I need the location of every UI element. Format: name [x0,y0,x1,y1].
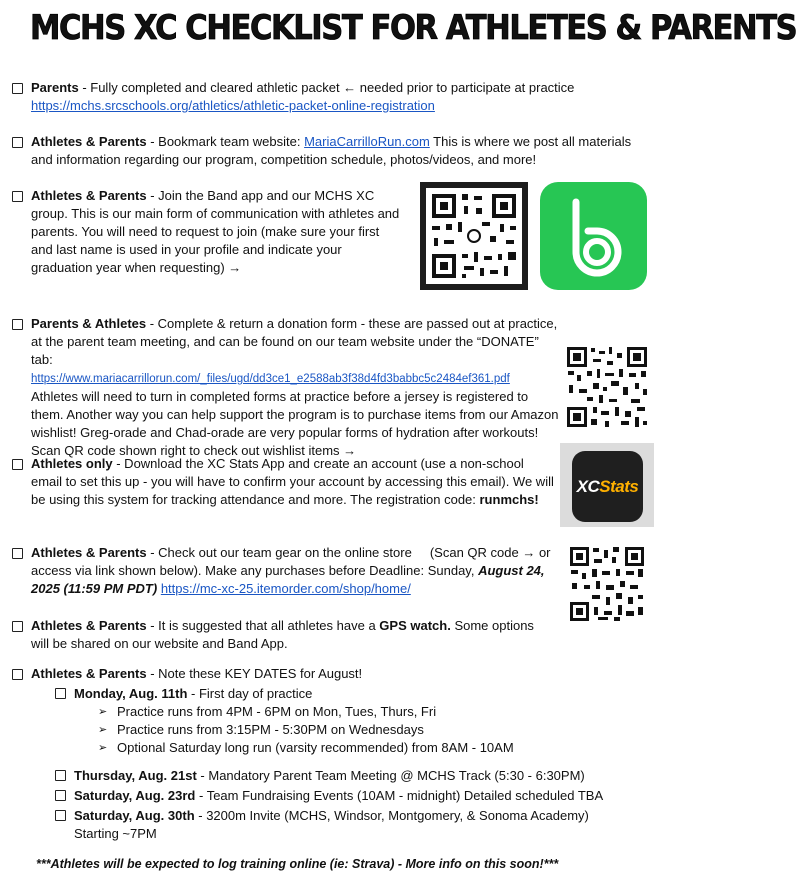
page-title: MCHS XC CHECKLIST FOR ATHLETES & PARENTS [30,8,796,48]
checkbox[interactable] [12,548,23,559]
date-item: Saturday, Aug. 30th - 3200m Invite (MCHS, Windsor, Montgomery, & Sonoma Academy) Starting ~7PM [55,807,595,843]
checklist-item-xc-stats: Athletes only - Download the XC Stats App and create an account (use a non-school email to set this up - you will have to confirm your account by accessing this email). We will be using this system for tracking attendance and more. The registration code: runmchs! [12,455,557,509]
donation-form-link[interactable]: https://www.mariacarrillorun.com/_files/ugd/dd3ce1_e2588ab3f38d4fd3babbc5c2484ef361.pdf [31,373,510,385]
arrow-bullet-icon: ➢ [98,706,108,718]
checklist-item-bookmark: Athletes & Parents - Bookmark team website: MariaCarrilloRun.com This is where we post all materials and information regarding our program, competition schedule, photos/videos, and more! [12,133,642,169]
checkbox[interactable] [55,790,66,801]
checkbox[interactable] [12,83,23,94]
checklist-item-team-gear: Athletes & Parents - Check out our team gear on the online store (Scan QR code → or access via link shown below). Make any purchases before Deadline: Sunday, August 24, 2025 (11:59 PM PDT) https://mc-xc-25.itemorder.com/shop/home/ [12,544,552,598]
band-app-icon [540,182,647,290]
practice-bullet: ➢ Practice runs from 3:15PM - 5:30PM on Wednesdays [98,722,424,737]
wishlist-qr-code [565,345,649,429]
xc-stats-app-icon: XC Stats [560,443,654,527]
team-website-link[interactable]: MariaCarrilloRun.com [304,134,430,149]
checkbox[interactable] [12,669,23,680]
practice-bullet: ➢ Practice runs from 4PM - 6PM on Mon, Tues, Thurs, Fri [98,704,437,719]
team-store-qr-code [568,545,646,623]
checkbox[interactable] [55,688,66,699]
team-store-link[interactable]: https://mc-xc-25.itemorder.com/shop/home/ [160,581,411,596]
footer-note: ***Athletes will be expected to log training online (ie: Strava) - More info on this soon!*** [36,857,559,871]
checklist-item-band-app: Athletes & Parents - Join the Band app and our MCHS XC group. This is our main form of communication with athletes and parents. You will need to request to join (make sure your first and last name is used in your profile and indicate your graduation year when requesting) → [12,187,404,277]
arrow-bullet-icon: ➢ [98,742,108,754]
checkbox[interactable] [12,621,23,632]
date-item: Thursday, Aug. 21st - Mandatory Parent Team Meeting @ MCHS Track (5:30 - 6:30PM) [55,767,642,785]
checkbox[interactable] [12,319,23,330]
checkbox[interactable] [12,191,23,202]
checklist-item-donation: Parents & Athletes - Complete & return a donation form - these are passed out at practice, at the parent team meeting, and can be found on our team website under the “DONATE” tab: https://www.mariacarrillorun.com/_files/ugd/dd3ce1_e2588ab3f38d4fd3babbc5c2484ef361.pdf Athletes will need to turn in completed forms at practice before a jersey is registered to them. Another way you can help support the program is to purchase items from our Amazon wishlist! Greg-orade and Chad-orade are very popular forms of hydration after workouts! Scan QR code shown right to check out wishlist items → [12,315,612,460]
checkbox[interactable] [12,137,23,148]
checkbox[interactable] [55,770,66,781]
checkbox[interactable] [12,459,23,470]
checkbox[interactable] [55,810,66,821]
checklist-item-key-dates: Athletes & Parents - Note these KEY DATES for August! Monday, Aug. 11th - First day of practice ➢ Practice runs from 4PM - 6PM on Mon, Tues, Thurs, Fri ➢ Practice runs from 3:15PM - 5:30PM on Wednesdays ➢ Optional Saturday long run (varsity recommended) from 8AM - 10AM Thursday, Aug. 21st - Mandatory Parent Team Meeting @ MCHS Track (5:30 - 6:30PM) Saturday, Aug. 23rd - Team Fundraising Events (10AM - midnight) Detailed scheduled TBA Saturday, Aug. 30th - 3200m Invite (MCHS, Windsor, Montgomery, & Sonoma Academy) Starting ~7PM [12,665,642,843]
checklist-item-gps-watch: Athletes & Parents - It is suggested that all athletes have a GPS watch. Some options will be shared on our website and Band App. [12,617,552,653]
band-qr-code [420,182,528,290]
checklist-item-packet: Parents - Fully completed and cleared athletic packet ← needed prior to participate at practice https://mchs.srcschools.org/athletics/athletic-packet-online-registration [12,79,642,115]
arrow-bullet-icon: ➢ [98,724,108,736]
date-item: Monday, Aug. 11th - First day of practice [55,685,642,703]
date-item: Saturday, Aug. 23rd - Team Fundraising Events (10AM - midnight) Detailed scheduled TBA [55,787,642,805]
athletic-packet-link[interactable]: https://mchs.srcschools.org/athletics/athletic-packet-online-registration [31,98,435,113]
practice-bullet: ➢ Optional Saturday long run (varsity recommended) from 8AM - 10AM [98,740,514,755]
